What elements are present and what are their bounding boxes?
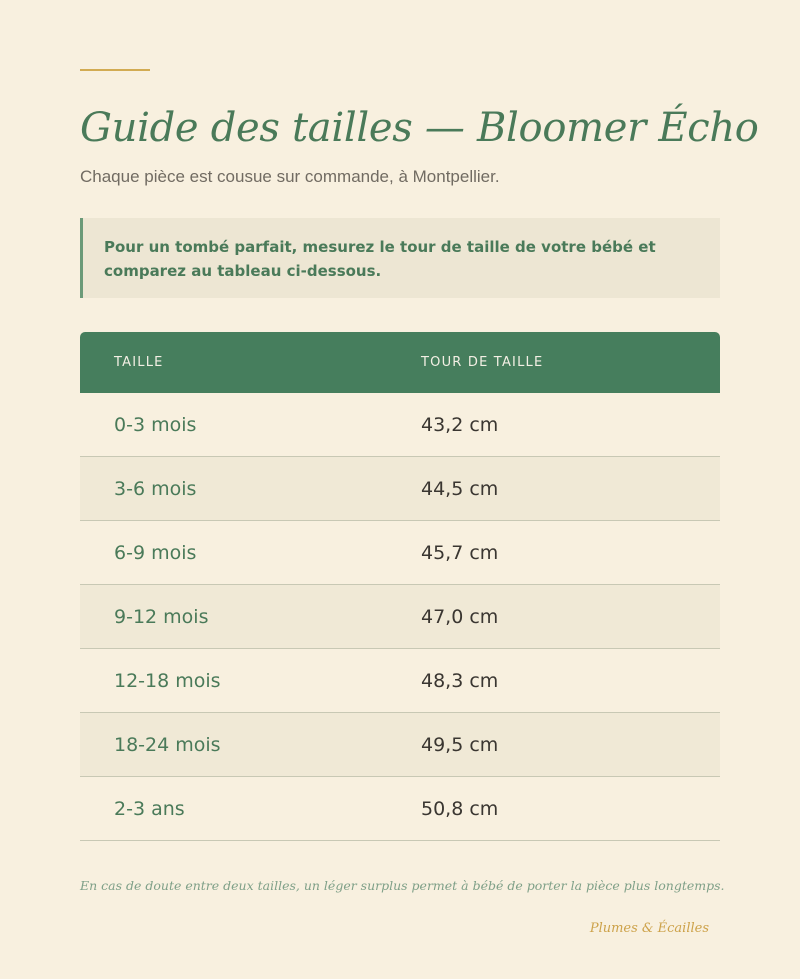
waist-cell: 44,5 cm <box>421 477 499 500</box>
measurement-note: Pour un tombé parfait, mesurez le tour de taille de votre bébé et comparez au tableau ci-dessous. <box>80 218 720 298</box>
header-size: TAILLE <box>114 355 164 370</box>
waist-cell: 50,8 cm <box>421 797 499 820</box>
waist-cell: 49,5 cm <box>421 733 499 756</box>
size-cell: 9-12 mois <box>114 605 209 628</box>
table-row <box>80 393 720 457</box>
waist-cell: 48,3 cm <box>421 669 499 692</box>
page-subtitle: Chaque pièce est cousue sur commande, à Montpellier. <box>80 167 500 186</box>
size-table <box>80 332 720 841</box>
table-row <box>80 713 720 777</box>
size-cell: 12-18 mois <box>114 669 221 692</box>
footnote: En cas de doute entre deux tailles, un léger surplus permet à bébé de porter la pièce plus longtemps. <box>80 878 725 893</box>
size-cell: 2-3 ans <box>114 797 185 820</box>
table-row <box>80 457 720 521</box>
header-waist: TOUR DE TAILLE <box>421 355 544 370</box>
page-title: Guide des tailles — Bloomer Écho <box>80 105 759 151</box>
size-cell: 3-6 mois <box>114 477 197 500</box>
table-row <box>80 585 720 649</box>
table-row <box>80 521 720 585</box>
brand-signature: Plumes & Écailles <box>589 921 709 936</box>
waist-cell: 43,2 cm <box>421 413 499 436</box>
table-row <box>80 649 720 713</box>
table-header <box>80 332 720 393</box>
size-cell: 18-24 mois <box>114 733 221 756</box>
waist-cell: 47,0 cm <box>421 605 499 628</box>
table-row <box>80 777 720 841</box>
accent-rule <box>80 69 150 71</box>
waist-cell: 45,7 cm <box>421 541 499 564</box>
size-cell: 0-3 mois <box>114 413 197 436</box>
size-cell: 6-9 mois <box>114 541 197 564</box>
